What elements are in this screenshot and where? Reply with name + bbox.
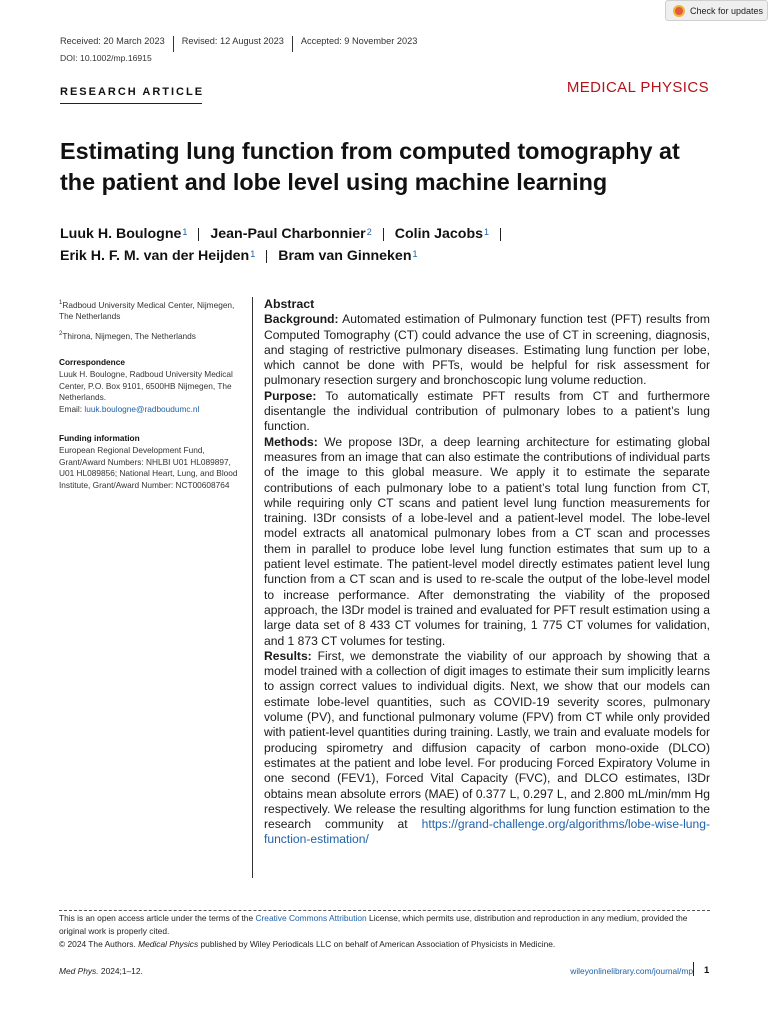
affiliation-ref[interactable]: 1	[484, 227, 490, 237]
divider	[266, 250, 267, 263]
abstract	[264, 297, 710, 848]
license-note: This is an open access article under the terms of the Creative Commons Attribution License, which permits use, distribution and reproduction in any medium, provided the original work is properly cited.	[59, 913, 688, 936]
affiliation-ref[interactable]: 1	[412, 249, 418, 259]
author-line	[60, 248, 418, 264]
page-title: Estimating lung function from computed tomography at the patient and lobe level using machine learning	[60, 138, 680, 195]
citation: Med Phys. 2024;1–12.	[59, 966, 143, 976]
article-history	[60, 33, 417, 49]
author-name[interactable]: Bram van Ginneken	[278, 248, 412, 264]
funding-information	[59, 433, 239, 491]
author-name[interactable]: Colin Jacobs	[394, 226, 484, 242]
affiliation: $^2$Thirona, Nijmegen, The Netherlands	[59, 330, 196, 341]
abstract-results: Results: First, we demonstrate the viability of our approach by showing that a model trained with a collection of digit images to estimate their sum implicitly learns to assign correct values to individual digits. Next, we show that our models can estimate lobe-level quantities, such as COVID-19 severity scores, pulmonary volume (PV), and functional pulmonary volume (FPV) from CT while only provided with patient-level quantities during training. Lastly, we train and evaluate models for producing spirometry and diffusion capacity of carbon mono-oxide (DLCO) estimates at the patient and lobe level. For producing Forced Expiratory Volume in one second (FEV1), Forced Vital Capacity (FVC), and DLCO estimates, I3Dr obtains mean absolute errors (MAE) of 0.377 L, 0.297 L, and 2.800 mL/min/mm Hg respectively. We release the resulting algorithms for lung function estimation to the research community at https://grand-challenge.org/algorithms/lobe-wise-lung-function-estimation/	[264, 648, 710, 847]
correspondence-text: Luuk H. Boulogne, Radboud University Medical Center, P.O. Box 9101, 6500HB Nijmegen, The Netherlands.	[59, 369, 233, 403]
copyright-note: © 2024 The Authors. Medical Physics published by Wiley Periodicals LLC on behalf of American Association of Physicists in Medicine.	[59, 939, 556, 949]
divider	[383, 228, 384, 241]
affiliation-ref[interactable]: 1	[182, 227, 188, 237]
accepted-date: Accepted: 9 November 2023	[300, 36, 418, 46]
correspondence: Correspondence Luuk H. Boulogne, Radboud University Medical Center, P.O. Box 9101, 6500HB Nijmegen, The Netherlands. Email: luuk.boulogne@radboudumc.nl	[59, 357, 239, 415]
algorithm-link[interactable]: https://grand-challenge.org/algorithms/lobe-wise-lung-function-estimation/	[264, 817, 710, 847]
journal-url-link[interactable]: wileyonlinelibrary.com/journal/mp	[570, 966, 693, 976]
check-for-updates-button[interactable]	[665, 0, 768, 21]
doi: DOI: 10.1002/mp.16915	[60, 53, 152, 63]
divider	[173, 36, 174, 52]
divider	[60, 103, 202, 104]
divider	[252, 297, 253, 878]
abstract-purpose: Purpose: To automatically estimate PFT results from CT and furthermore disentangle the individual contribution of pulmonary lobes to a patient’s lung function.	[264, 388, 710, 434]
article-type: RESEARCH ARTICLE	[60, 86, 205, 98]
divider	[292, 36, 293, 52]
affiliation: $^1$Radboud University Medical Center, Nijmegen, The Netherlands	[59, 299, 235, 322]
revised-date: Revised: 12 August 2023	[181, 36, 284, 46]
funding-text: European Regional Development Fund, Grant/Award Numbers: NHLBI U01 HL089897, U01 HL089856; National Heart, Lung, and Blood Institute, Grant/Award Number: NCT00608764	[59, 445, 238, 490]
email-link[interactable]: luuk.boulogne@radboudumc.nl	[84, 403, 200, 414]
received-date: Received: 20 March 2023	[60, 36, 165, 46]
funding-heading: Funding information	[59, 433, 140, 443]
author-name[interactable]: Jean-Paul Charbonnier	[210, 226, 366, 242]
divider	[59, 910, 710, 911]
author-name[interactable]: Luuk H. Boulogne	[60, 226, 182, 242]
author-line	[60, 226, 512, 242]
journal-name: MEDICAL PHYSICS	[566, 79, 709, 96]
divider	[693, 962, 694, 976]
divider	[500, 228, 501, 241]
correspondence-heading: Correspondence	[59, 357, 125, 367]
abstract-heading: Abstract	[264, 297, 315, 311]
author-name[interactable]: Erik H. F. M. van der Heijden	[60, 248, 250, 264]
divider	[198, 228, 199, 241]
crossmark-icon	[673, 5, 685, 17]
license-link[interactable]: Creative Commons Attribution	[255, 913, 367, 923]
affiliation-ref[interactable]: 1	[250, 249, 256, 259]
affiliation-ref[interactable]: 2	[366, 227, 372, 237]
check-for-updates-label: Check for updates	[690, 5, 764, 16]
abstract-methods: Methods: We propose I3Dr, a deep learning architecture for estimating global measures from an image that can also estimate the contributions of individual parts of the image to this global measure. We apply it to estimate the separate contributions of each pulmonary lobe to a patient’s total lung function from CT, while requiring only CT scans and patient level lung function measurements for training. I3Dr consists of a lobe-level and a patient-level model. The lobe-level model extracts all anatomical pulmonary lobes from a CT scan and processes them in parallel to produce lobe level lung function estimates that sum up to a patient level estimate. The patient-level model directly estimates patient level lung function from a CT scan and is used to re-scale the output of the lobe-level model to increase performance. After demonstrating the viability of the proposed approach, the I3Dr model is trained and evaluated for PFT result estimation using a large data set of 8 433 CT volumes for training, 1 775 CT volumes for validation, and 1 873 CT volumes for testing.	[264, 434, 710, 648]
page-number: 1	[704, 965, 710, 976]
abstract-background: Background: Automated estimation of Pulmonary function test (PFT) results from Computed Tomography (CT) could advance the use of CT in screening, diagnosis, and staging of restrictive pulmonary diseases. Estimating lung function per lobe, which cannot be done with PFTs, would be helpful for risk assessment for pulmonary resection surgery and bronchoscopic lung volume reduction.	[264, 312, 710, 388]
